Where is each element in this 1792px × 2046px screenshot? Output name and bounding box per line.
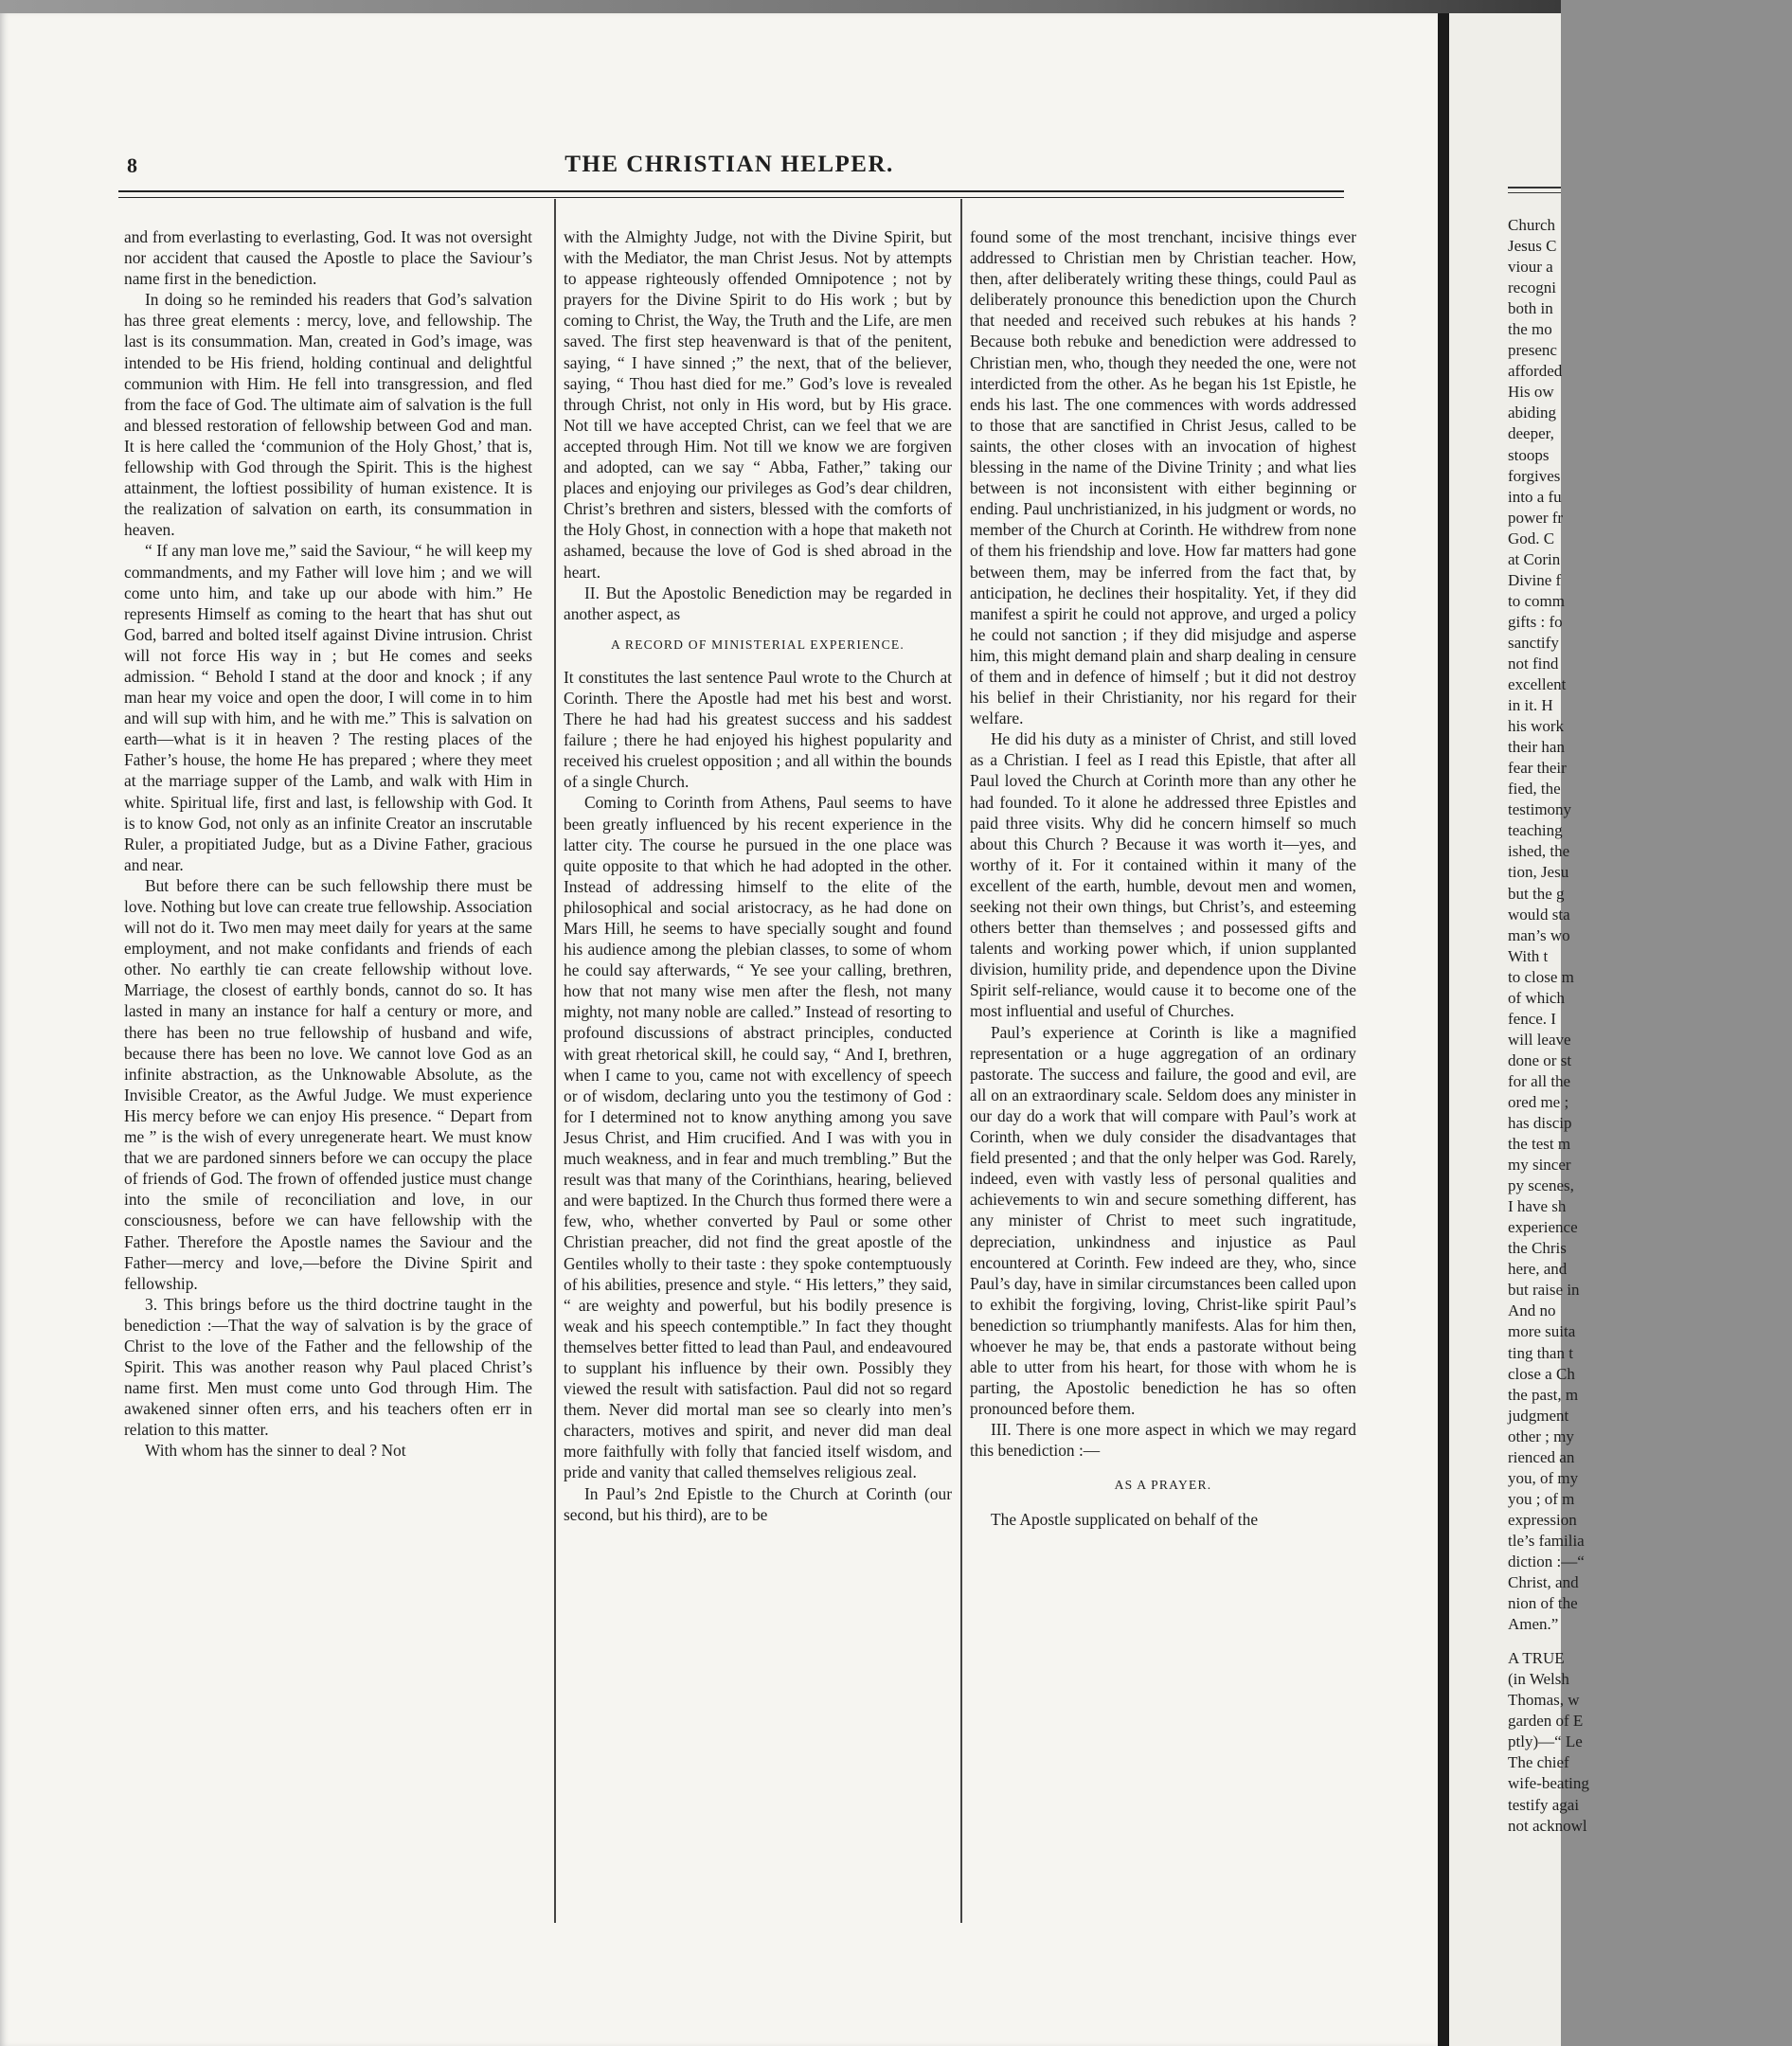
adjacent-page-line: to comm — [1508, 591, 1565, 610]
adjacent-page — [1449, 13, 1589, 2046]
adjacent-page-line: The chief — [1508, 1753, 1569, 1772]
adjacent-page-line: has discip — [1508, 1114, 1572, 1133]
adjacent-page-line: gifts : fo — [1508, 612, 1563, 631]
adjacent-page-line: in it. H — [1508, 696, 1553, 715]
adjacent-page-line — [1508, 1635, 1792, 1648]
adjacent-page-line: the past, m — [1508, 1385, 1579, 1404]
page-number: 8 — [127, 153, 137, 177]
adjacent-page-line: the Chris — [1508, 1239, 1567, 1258]
adjacent-page-line: tle’s familia — [1508, 1531, 1585, 1550]
adjacent-page-line: experience — [1508, 1218, 1578, 1237]
adjacent-page-line: viour a — [1508, 258, 1553, 277]
adjacent-page-line: stoops — [1508, 445, 1550, 464]
adjacent-page-line: tion, Jesu — [1508, 863, 1569, 882]
column-divider-2 — [960, 199, 962, 1923]
adjacent-page-line: will leave — [1508, 1030, 1571, 1049]
adjacent-page-line: With t — [1508, 946, 1549, 965]
column-middle — [564, 226, 952, 1525]
paragraph: Coming to Corinth from Athens, Paul seems to have been greatly influenced by his recent experience in the latter city. The course he pursued in the one place was quite opposite to that which he had adopted in the other. Instead of addressing himself to the elite of the philosophical and social aristocracy, as he had done on Mars Hill, he seems to have specially sought and found his audience among the plebian classes, to some of whom he could say afterwards, “ Ye see your calling, brethren, how that not many wise men after the flesh, not many mighty, not many noble are called.” Instead of resorting to profound discussions of abstract principles, conducted with great rhetorical skill, he could say, “ And I, brethren, when I came to you, came not with excellency of speech or of wisdom, declaring unto you the testimony of God : for I determined not to know anything among you save Jesus Christ, and Him crucified. And I was with you in much weakness, and in fear and much trembling.” But the result was that many of the Corinthians, hearing, believed and were baptized. In the Church thus formed there were a few, who, whether converted by Paul or some other Christian preacher, did not find the great apostle of the Gentiles wholly to their taste : they spoke contemptuously of his abilities, presence and style. “ His letters,” they said, “ are weighty and powerful, but his bodily presence is weak and his speech contemptible.” In fact they thought themselves better fitted to lead than Paul, and endeavoured to supplant his influence by their own. Possibly they viewed the result with satisfaction. Paul did not so regard them. Never did mortal man see so clearly into men’s characters, motives and spirit, and never did man deal more faithfully with folly that fancied itself wisdom, and pride and vanity that called themselves religious zeal. — [564, 793, 952, 1482]
adjacent-page-line: but the g — [1508, 884, 1565, 903]
paragraph: “ If any man love me,” said the Saviour, “ he will keep my commandments, and my Father will love him ; and we will come unto him, and take up our abode with him.” He represents Himself as coming to the heart that has shut out God, barred and bolted itself against Divine intrusion. Christ will not force His way in ; but He comes and seeks admission. “ Behold I stand at the door and knock ; if any man hear my voice and open the door, I will come in to him and will sup with him, and he with me.” This is salvation on earth—what is it in heaven ? The resting places of the Father’s house, the home He has prepared ; where they meet at the marriage supper of the Lamb, and walk with Him in white. Spiritual life, first and last, is fellowship with God. It is to know God, not only as an infinite Creator an inscrutable Ruler, a propitiated Judge, but as a Divine Father, gracious and near. — [124, 541, 532, 874]
section-heading: AS A PRAYER. — [1114, 1477, 1212, 1492]
adjacent-page-line: you, of my — [1508, 1468, 1579, 1487]
adjacent-page-line: my sincer — [1508, 1156, 1571, 1175]
paragraph: But before there can be such fellowship there must be love. Nothing but love can create true fellowship. Association will not do it. Two men may meet daily for years at the same employment, and not make confidants and friends of each other. No earthly tie can create fellowship without love. Marriage, the closest of earthly bonds, cannot do so. It has lasted in many an instance for half a century or more, and there has been no true fellowship of husband and wife, because there has been no love. We cannot love God as an infinite abstraction, as the Unknowable Absolute, as the Invisible Creator, as the Awful Judge. We must experience His mercy before we can enjoy His presence. “ Depart from me ” is the wish of every unregenerate heart. We must know that we are pardoned sinners before we can occupy the place of friends of God. The frown of offended justice must change into the smile of reconciliation and love, in our consciousness, before we can have fellowship with the Father. Therefore the Apostle names the Saviour and the Father—mercy and love,—before the Divine Spirit and fellowship. — [124, 875, 532, 1293]
header-rule — [118, 190, 1344, 198]
adjacent-page-line: teaching — [1508, 821, 1563, 840]
adjacent-page-line: ptly)—“ Le — [1508, 1732, 1583, 1751]
adjacent-page-line: you ; of m — [1508, 1489, 1575, 1508]
adjacent-page-line: not acknowl — [1508, 1816, 1587, 1835]
adjacent-page-line: to close m — [1508, 967, 1574, 986]
adjacent-page-line: other ; my — [1508, 1427, 1574, 1445]
paragraph: It constitutes the last sentence Paul wrote to the Church at Corinth. There the Apostle had met his best and worst. There he had had his greatest success and his saddest failure ; there he had enjoyed his highest popularity and received his cruelest opposition ; and all within the bounds of a single Church. — [564, 667, 952, 792]
adjacent-page-line: His ow — [1508, 383, 1554, 402]
paragraph: He did his duty as a minister of Christ, and still loved as a Christian. I feel as I read this Epistle, that after all Paul loved the Church at Corinth more than any other he had founded. To it alone he addressed three Epistles and paid three visits. Why did he concern himself so much about this Church ? Because it was worth it—yes, and worthy of it. For it contained within it many of the excellent of the earth, humble, devout men and women, seeking not their own things, but Christ’s, and esteeming others better than themselves ; and possessed gifts and talents and working power which, if union supplanted division, humility pride, and dependence upon the Divine Spirit self-reliance, would cause it to become one of the most influential and useful of Churches. — [970, 729, 1356, 1021]
adjacent-page-line: more suita — [1508, 1322, 1576, 1341]
adjacent-page-line: not find — [1508, 654, 1559, 673]
adjacent-page-line: abiding — [1508, 404, 1556, 422]
adjacent-page-line: I have sh — [1508, 1197, 1567, 1216]
adjacent-page-line: afforded — [1508, 362, 1563, 381]
binding-gutter — [1438, 13, 1449, 2046]
adjacent-page-line: A TRUE — [1508, 1649, 1565, 1668]
adjacent-page-line: fear their — [1508, 759, 1567, 778]
adjacent-page-line: the test m — [1508, 1135, 1571, 1154]
adjacent-page-line: Amen.” — [1508, 1615, 1559, 1634]
adjacent-page-line: their han — [1508, 738, 1565, 757]
adjacent-page-line: close a Ch — [1508, 1364, 1575, 1383]
adjacent-page-line: And no — [1508, 1301, 1556, 1320]
adjacent-page-line: judgment — [1508, 1406, 1569, 1425]
adjacent-page-line: forgives — [1508, 466, 1561, 485]
paragraph: III. There is one more aspect in which we may regard this benediction :— — [970, 1420, 1356, 1461]
paragraph: and from everlasting to everlasting, God. It was not oversight nor accident that caused the Apostle to place the Saviour’s name first in the benediction. — [124, 227, 532, 289]
adjacent-page-line: fied, the — [1508, 780, 1561, 799]
adjacent-page-line: rienced an — [1508, 1447, 1575, 1466]
paragraph: with the Almighty Judge, not with the Divine Spirit, but with the Mediator, the man Christ Jesus. Not by attempts to appease righteously offended Omnipotence ; not by prayers for the Divine Spirit to do His work ; but by coming to Christ, the Way, the Truth and the Life, are men saved. The first step heavenward is that of the penitent, saying, “ I have sinned ;” the next, that of the believer, saying, “ Thou hast died for me.” God’s love is revealed through Christ, not only in His word, but by His grace. Not till we have accepted Christ, can we feel that we are accepted through Him. Not till we know we are forgiven and adopted, can we say “ Abba, Father,” taking our places and enjoying our privileges as God’s dear children, Christ’s brethren and sisters, blessed with the comforts of the Holy Ghost, in connection with a hope that maketh not ashamed, because the love of God is shed abroad in the heart. — [564, 227, 952, 582]
adjacent-page-line: testify agai — [1508, 1795, 1580, 1814]
adjacent-page-column — [1508, 215, 1792, 1837]
adjacent-page-line: for all the — [1508, 1071, 1571, 1090]
adjacent-page-line: ished, the — [1508, 842, 1570, 861]
adjacent-page-line: garden of E — [1508, 1712, 1584, 1731]
adjacent-page-line: nion of the — [1508, 1594, 1578, 1613]
adjacent-page-line: his work — [1508, 717, 1565, 736]
adjacent-page-line: into a fu — [1508, 487, 1562, 506]
adjacent-page-line: diction :—“ — [1508, 1552, 1585, 1570]
column-left — [124, 226, 532, 1462]
adjacent-page-line: both in — [1508, 299, 1553, 318]
adjacent-page-line: ored me ; — [1508, 1092, 1569, 1111]
adjacent-page-line: testimony — [1508, 800, 1572, 819]
paragraph: II. But the Apostolic Benediction may be regarded in another aspect, as — [564, 583, 952, 623]
adjacent-page-line: excellent — [1508, 675, 1567, 694]
adjacent-page-line: ting than t — [1508, 1343, 1573, 1362]
adjacent-page-line: of which — [1508, 988, 1565, 1007]
adjacent-page-line: wife-beating — [1508, 1774, 1589, 1793]
adjacent-page-line: Church — [1508, 216, 1556, 234]
paragraph: 3. This brings before us the third doctrine taught in the benediction :—That the way of salvation is by the grace of Christ to the love of the Father and the fellowship of the Spirit. This was another reason why Paul placed Christ’s name first. Men must come unto God through Him. The awakened sinner often errs, and his teachers often err in relation to this matter. — [124, 1294, 532, 1440]
adjacent-page-line: expression — [1508, 1510, 1577, 1529]
paragraph: The Apostle supplicated on behalf of the — [991, 1509, 1259, 1529]
adjacent-page-line: would sta — [1508, 905, 1570, 924]
page-header — [114, 142, 1345, 180]
adjacent-page-line: God. C — [1508, 529, 1555, 547]
adjacent-page-line: here, and — [1508, 1260, 1568, 1279]
adjacent-page-line: fence. I — [1508, 1009, 1556, 1028]
paragraph: found some of the most trenchant, incisive things ever addressed to Christian men by Christian teacher. How, then, after deliberately writing these things, could Paul as deliberately pronounce this benediction upon the Church that needed and received such rebukes at his hands ? Because both rebuke and benediction were addressed to Christian men, who, though they needed the one, were not interdicted from the other. As he began his 1st Epistle, he ends his last. The one commences with words addressed to those that are sanctified in Christ Jesus, called to be saints, the other closes with an invocation of highest blessing in the name of the Divine Trinity ; and what lies between is not inconsistent with either beginning or ending. Paul unchristianized, in his judgment or words, no member of the Church at Corinth. He withdrew from none of them his friendship and love. How far matters had gone between them, may be inferred from the fact that, by anticipation, he declines their hospitality. Yet, if they did manifest a spirit he could not approve, and urged a policy he could not sanction ; if they did misjudge and asperse him, this might demand plain and sharp dealing in censure of them and in defence of himself ; but it did not destroy his belief in their Christianity, nor his regard for their welfare. — [970, 227, 1356, 728]
adjacent-page-line: deeper, — [1508, 424, 1554, 443]
paragraph: In doing so he reminded his readers that God’s salvation has three great elements : mercy, love, and fellowship. The last is its consummation. Man, created in God’s image, was intended to be His friend, holding continual and delightful communion with Him. He fell into transgression, and fled from the face of God. The ultimate aim of salvation is the full and blessed restoration of fellowship between God and man. It is here called the ‘communion of the Holy Ghost,’ that is, fellowship with God through the Spirit. This is the highest attainment, the loftiest possibility of human existence. It is the realization of salvation on earth, its consummation in heaven. — [124, 290, 532, 540]
paragraph: Paul’s experience at Corinth is like a magnified representation or a huge aggregation of an ordinary pastorate. The success and failure, the good and evil, are all on an extraordinary scale. Seldom does any minister in our day do a work that will compare with Paul’s work at Corinth, when we duly consider the disadvantages that field presented ; and that the only helper was God. Rarely, indeed, even with vastly less of personal qualities and achievements to win and secure something different, has any minister of Christ to meet such ingratitude, depreciation, unkindness and injustice as Paul encountered at Corinth. Few indeed are they, who, since Paul’s day, have in similar circumstances been called upon to exhibit the forgiving, loving, Christ-like spirit Paul’s benediction so triumphantly manifests. Alas for him then, whoever he may be, that ends a pastorate without being able to utter from his heart, for those with whom he is parting, the Apostolic benediction he has so often pronounced before them. — [970, 1022, 1356, 1419]
adjacent-page-line: Divine f — [1508, 570, 1562, 589]
adjacent-page-line: the mo — [1508, 320, 1552, 339]
adjacent-page-line: Jesus C — [1508, 237, 1557, 256]
adjacent-page-line: sanctify — [1508, 633, 1559, 652]
adjacent-page-line: at Corin — [1508, 549, 1561, 568]
adjacent-page-line: Thomas, w — [1508, 1691, 1580, 1710]
adjacent-page-line: py scenes, — [1508, 1176, 1574, 1195]
column-right — [970, 226, 1356, 1530]
adjacent-page-line: presenc — [1508, 341, 1557, 360]
adjacent-page-line: but raise in — [1508, 1281, 1580, 1300]
running-title: THE CHRISTIAN HELPER. — [564, 152, 894, 177]
paragraph: With whom has the sinner to deal ? Not — [145, 1441, 406, 1461]
column-divider-1 — [554, 199, 556, 1923]
adjacent-page-line: (in Welsh — [1508, 1670, 1569, 1689]
adjacent-page-rule — [1508, 187, 1561, 193]
adjacent-page-line: power fr — [1508, 508, 1564, 527]
adjacent-page-line: man’s wo — [1508, 925, 1570, 944]
section-heading: A RECORD OF MINISTERIAL EXPERIENCE. — [611, 637, 905, 652]
paragraph: In Paul’s 2nd Epistle to the Church at Corinth (our second, but his third), are to be — [564, 1483, 952, 1524]
adjacent-page-line: done or st — [1508, 1050, 1572, 1069]
adjacent-page-line: recogni — [1508, 278, 1556, 297]
adjacent-page-line: Christ, and — [1508, 1573, 1579, 1592]
